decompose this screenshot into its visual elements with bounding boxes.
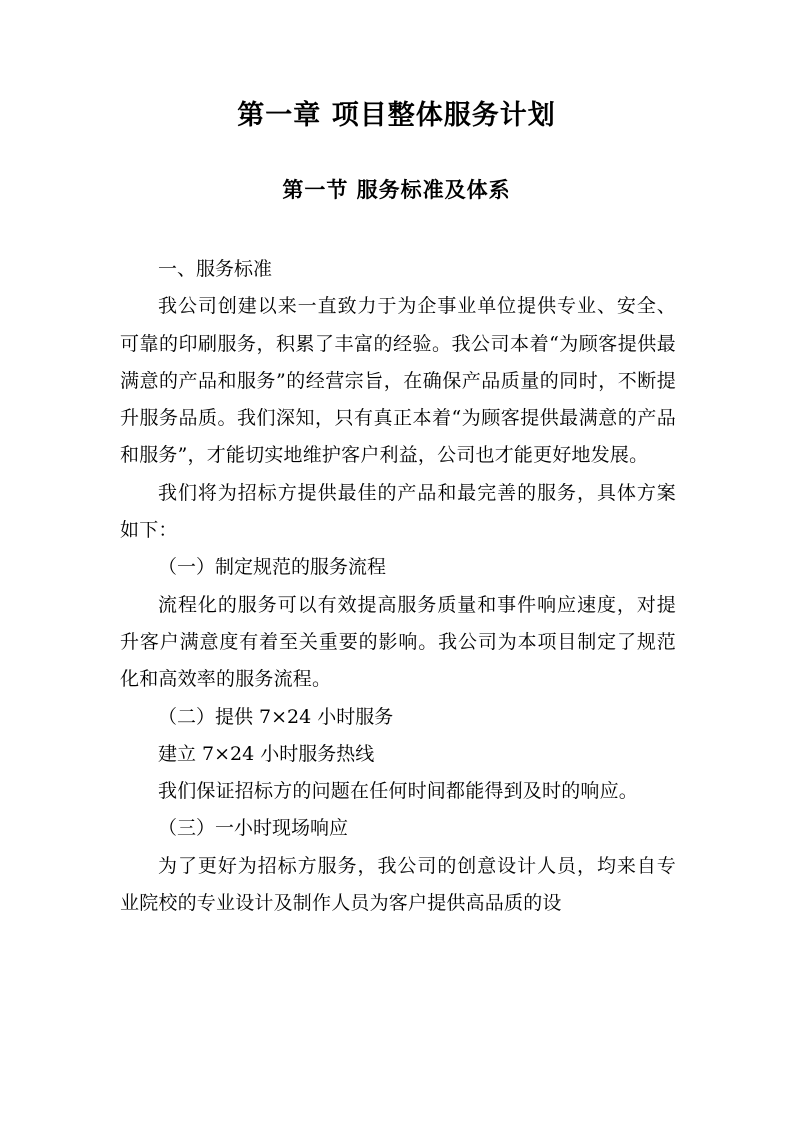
paragraph-hotline: 建立 7×24 小时服务热线 bbox=[158, 742, 375, 765]
paragraph-company-intro: 我公司创建以来一直致力于为企事业单位提供专业、安全、可靠的印刷服务，积累了丰富的经验。我公司本着“为顾客提供最满意的产品和服务”的经营宗旨，在确保产品质量的同时，不断提升服务品质。我们深知，只有真正本着“为顾客提供最满意的产品和服务”，才能切实地维护客户利益，公司也才能更好地发展。 bbox=[120, 295, 676, 467]
document-body bbox=[120, 251, 676, 922]
paragraph-plan-intro: 我们将为招标方提供最佳的产品和最完善的服务，具体方案如下： bbox=[120, 481, 676, 542]
paragraph-designers: 为了更好为招标方服务，我公司的创意设计人员，均来自专业院校的专业设计及制作人员为客户提供高品质的设 bbox=[120, 854, 676, 915]
section-title: 第一节 服务标准及体系 bbox=[282, 178, 511, 202]
subheading-24h-service: （二）提供 7×24 小时服务 bbox=[158, 705, 394, 728]
paragraph-process: 流程化的服务可以有效提高服务质量和事件响应速度，对提升客户满意度有着至关重要的影响。我公司为本项目制定了规范化和高效率的服务流程。 bbox=[120, 593, 676, 691]
paragraph-response: 我们保证招标方的问题在任何时间都能得到及时的响应。 bbox=[158, 780, 639, 803]
subheading-service-standard: 一、服务标准 bbox=[158, 258, 273, 280]
subheading-service-process: （一）制定规范的服务流程 bbox=[158, 556, 387, 579]
chapter-title: 第一章 项目整体服务计划 bbox=[237, 100, 556, 131]
subheading-onsite-response: （三）一小时现场响应 bbox=[158, 817, 349, 840]
